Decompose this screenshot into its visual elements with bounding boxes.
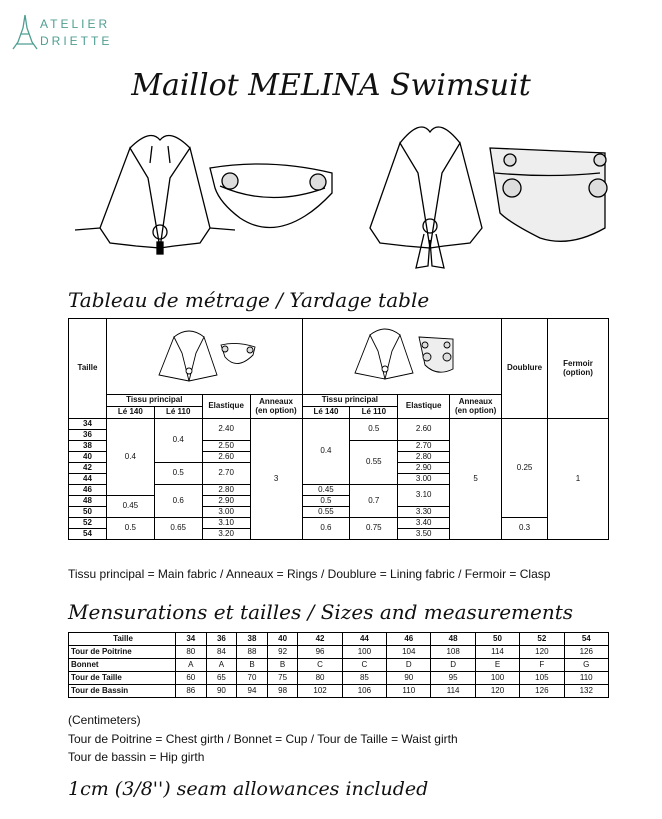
- doublure: 0.25: [502, 419, 548, 518]
- a-le140: 0.4: [106, 419, 154, 496]
- h-taille: Taille: [69, 319, 107, 419]
- a-elastique: 2.70: [202, 463, 250, 485]
- mt-size: 42: [298, 633, 342, 646]
- measurement-value: 110: [387, 685, 431, 698]
- b-elastique: 3.40: [398, 518, 450, 529]
- measurement-value: 80: [298, 672, 342, 685]
- size-cell: 36: [69, 430, 107, 441]
- measurements-legend-1: Tour de Poitrine = Chest girth / Bonnet = Cup / Tour de Taille = Waist girth: [68, 732, 458, 746]
- a-le110: 0.4: [154, 419, 202, 463]
- mt-size: 54: [564, 633, 608, 646]
- measurement-value: C: [298, 659, 342, 672]
- seam-allowance-note: 1cm (3/8'') seam allowances included: [68, 778, 429, 800]
- a-elastique: 2.80: [202, 485, 250, 496]
- h-elastique-b: Elastique: [398, 395, 450, 419]
- size-cell: 42: [69, 463, 107, 474]
- garment-illustrations: [70, 118, 610, 278]
- fermoir: 1: [548, 419, 609, 540]
- b-le110: 0.75: [350, 518, 398, 540]
- measurement-label: Bonnet: [69, 659, 176, 672]
- a-le110: 0.5: [154, 463, 202, 485]
- unit-note: (Centimeters): [68, 713, 141, 727]
- a-anneaux: 3: [250, 419, 302, 540]
- measurement-value: 94: [237, 685, 268, 698]
- b-elastique: 3.00: [398, 474, 450, 485]
- b-le110: 0.55: [350, 441, 398, 485]
- h-anneaux-b: Anneaux (en option): [450, 395, 502, 419]
- mt-size: 38: [237, 633, 268, 646]
- mt-size: 34: [176, 633, 207, 646]
- b-le140: 0.55: [302, 507, 350, 518]
- h-le110-a: Lé 110: [154, 407, 202, 419]
- measurement-value: D: [431, 659, 475, 672]
- b-le140: 0.4: [302, 419, 350, 485]
- a-elastique: 2.40: [202, 419, 250, 441]
- measurement-value: 108: [431, 646, 475, 659]
- mt-size: 40: [267, 633, 298, 646]
- measurement-value: 104: [387, 646, 431, 659]
- size-cell: 34: [69, 419, 107, 430]
- eiffel-tower-icon: [10, 14, 40, 50]
- a-le110: 0.6: [154, 485, 202, 518]
- mt-size: 36: [206, 633, 237, 646]
- h-main-b: Tissu principal: [302, 395, 398, 407]
- measurement-row: [69, 646, 609, 659]
- measurement-value: 100: [475, 672, 519, 685]
- measurement-value: 65: [206, 672, 237, 685]
- size-cell: 46: [69, 485, 107, 496]
- a-elastique: 3.20: [202, 529, 250, 540]
- size-cell: 54: [69, 529, 107, 540]
- b-le110: 0.5: [350, 419, 398, 441]
- measurement-value: 114: [431, 685, 475, 698]
- b-elastique: 2.80: [398, 452, 450, 463]
- measurement-value: 86: [176, 685, 207, 698]
- b-le110: 0.7: [350, 485, 398, 518]
- h-elastique-a: Elastique: [202, 395, 250, 419]
- measurement-value: 70: [237, 672, 268, 685]
- size-cell: 40: [69, 452, 107, 463]
- size-cell: 38: [69, 441, 107, 452]
- size-cell: 52: [69, 518, 107, 529]
- illustration-set-b: [302, 319, 502, 395]
- measurement-label: Tour de Bassin: [69, 685, 176, 698]
- measurement-value: 106: [342, 685, 386, 698]
- measurement-value: 120: [475, 685, 519, 698]
- measurement-value: 90: [206, 685, 237, 698]
- b-elastique: 3.30: [398, 507, 450, 518]
- b-le140: 0.6: [302, 518, 350, 540]
- illustration-set-a: [106, 319, 302, 395]
- measurement-value: 96: [298, 646, 342, 659]
- b-le140: 0.5: [302, 496, 350, 507]
- measurements-legend-2: Tour de bassin = Hip girth: [68, 750, 205, 764]
- doublure: 0.3: [502, 518, 548, 540]
- a-le110: 0.65: [154, 518, 202, 540]
- yardage-legend: Tissu principal = Main fabric / Anneaux = Rings / Doublure = Lining fabric / Fermoir = Clasp: [68, 567, 551, 581]
- measurement-value: 84: [206, 646, 237, 659]
- measurement-value: 88: [237, 646, 268, 659]
- a-elastique: 2.60: [202, 452, 250, 463]
- h-main-a: Tissu principal: [106, 395, 202, 407]
- measurement-value: B: [237, 659, 268, 672]
- mt-size: 50: [475, 633, 519, 646]
- page-title: Maillot MELINA Swimsuit: [131, 68, 531, 103]
- mt-size: 46: [387, 633, 431, 646]
- h-le140-b: Lé 140: [302, 407, 350, 419]
- measurement-value: G: [564, 659, 608, 672]
- b-le140: 0.45: [302, 485, 350, 496]
- mt-size: 44: [342, 633, 386, 646]
- size-cell: 50: [69, 507, 107, 518]
- measurement-label: Tour de Poitrine: [69, 646, 176, 659]
- b-elastique: 2.90: [398, 463, 450, 474]
- measurement-value: 60: [176, 672, 207, 685]
- measurement-value: 126: [564, 646, 608, 659]
- measurement-value: 75: [267, 672, 298, 685]
- measurement-value: B: [267, 659, 298, 672]
- h-doublure: Doublure: [502, 319, 548, 419]
- measurement-value: 102: [298, 685, 342, 698]
- measurement-row: [69, 672, 609, 685]
- a-le140: 0.5: [106, 518, 154, 540]
- measurements-table: [68, 632, 609, 698]
- measurement-value: 114: [475, 646, 519, 659]
- size-cell: 44: [69, 474, 107, 485]
- measurement-value: A: [176, 659, 207, 672]
- logo-line1: ATELIER: [40, 17, 111, 31]
- h-le140-a: Lé 140: [106, 407, 154, 419]
- measurement-value: 105: [520, 672, 564, 685]
- measurement-value: 80: [176, 646, 207, 659]
- h-le110-b: Lé 110: [350, 407, 398, 419]
- measurement-value: 126: [520, 685, 564, 698]
- measurement-value: 98: [267, 685, 298, 698]
- mt-header-label: Taille: [69, 633, 176, 646]
- measurement-value: D: [387, 659, 431, 672]
- b-elastique: 3.50: [398, 529, 450, 540]
- h-fermoir: Fermoir (option): [548, 319, 609, 419]
- size-cell: 48: [69, 496, 107, 507]
- b-anneaux: 5: [450, 419, 502, 540]
- measurement-label: Tour de Taille: [69, 672, 176, 685]
- h-anneaux-a: Anneaux (en option): [250, 395, 302, 419]
- yardage-table: [68, 318, 609, 540]
- logo-line2: DRIETTE: [40, 34, 113, 48]
- logo: [10, 14, 130, 52]
- a-elastique: 3.10: [202, 518, 250, 529]
- a-elastique: 3.00: [202, 507, 250, 518]
- a-le140: 0.45: [106, 496, 154, 518]
- mt-size: 48: [431, 633, 475, 646]
- measurement-value: C: [342, 659, 386, 672]
- measurement-value: F: [520, 659, 564, 672]
- a-elastique: 2.90: [202, 496, 250, 507]
- measurement-value: 92: [267, 646, 298, 659]
- mt-size: 52: [520, 633, 564, 646]
- measurement-value: 132: [564, 685, 608, 698]
- measurement-value: 110: [564, 672, 608, 685]
- measurement-value: E: [475, 659, 519, 672]
- a-elastique: 2.50: [202, 441, 250, 452]
- b-elastique: 2.70: [398, 441, 450, 452]
- b-elastique: 3.10: [398, 485, 450, 507]
- measurement-value: 120: [520, 646, 564, 659]
- measurements-heading: Mensurations et tailles / Sizes and measurements: [68, 600, 574, 624]
- b-elastique: 2.60: [398, 419, 450, 441]
- measurement-value: 85: [342, 672, 386, 685]
- measurement-row: [69, 659, 609, 672]
- measurement-row: [69, 685, 609, 698]
- yardage-heading: Tableau de métrage / Yardage table: [68, 288, 430, 312]
- measurement-value: 95: [431, 672, 475, 685]
- measurement-value: 100: [342, 646, 386, 659]
- measurement-value: 90: [387, 672, 431, 685]
- measurement-value: A: [206, 659, 237, 672]
